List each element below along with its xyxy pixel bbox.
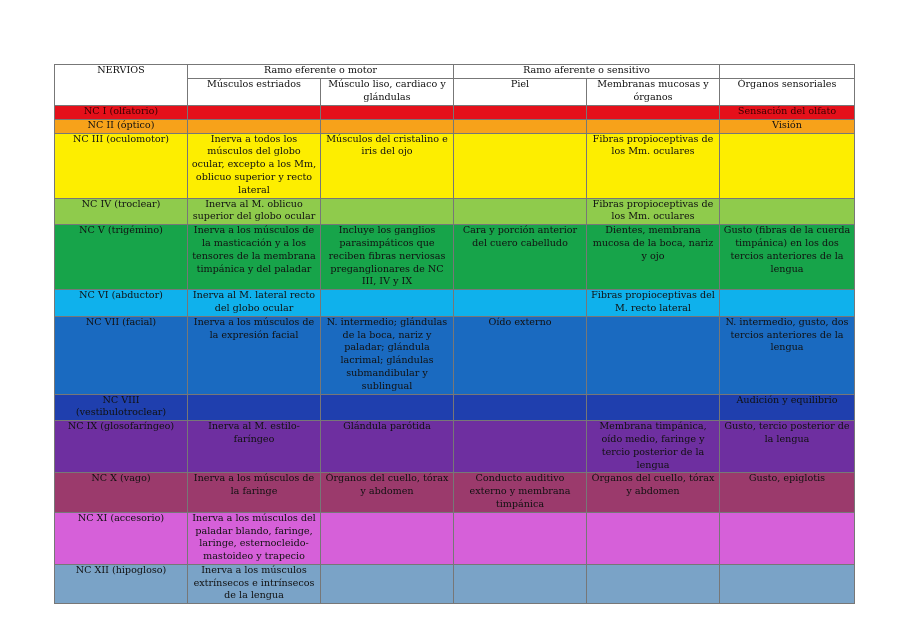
cell-mucous	[587, 564, 720, 603]
nerve-name: NC VIII (vestibulotroclear)	[55, 394, 188, 421]
cell-striated: Inerva al M. oblicuo superior del globo ocular	[188, 198, 321, 225]
cell-sensory: Sensación del olfato	[720, 106, 855, 120]
cell-sensory	[720, 512, 855, 564]
cell-skin	[454, 512, 587, 564]
header-row-groups	[55, 65, 855, 79]
cell-smooth	[321, 198, 454, 225]
nerve-name: NC I (olfatorio)	[55, 106, 188, 120]
cell-sensory	[720, 290, 855, 317]
nerve-name: NC V (trigémino)	[55, 225, 188, 290]
cell-striated	[188, 394, 321, 421]
header-sensory-branch: Ramo aferente o sensitivo	[454, 65, 720, 79]
nerve-name: NC XI (accesorio)	[55, 512, 188, 564]
header-col-skin: Piel	[454, 79, 587, 106]
cell-skin	[454, 133, 587, 198]
header-nervios: NERVIOS	[55, 65, 188, 106]
cell-striated: Inerva a todos los músculos del globo ocular, excepto a los Mm, oblicuo superior y recto lateral	[188, 133, 321, 198]
cell-sensory	[720, 564, 855, 603]
cell-smooth: Músculos del cristalino e iris del ojo	[321, 133, 454, 198]
table-row-nc3	[55, 133, 855, 198]
nerve-name: NC IV (troclear)	[55, 198, 188, 225]
cell-mucous: Dientes, membrana mucosa de la boca, nariz y ojo	[587, 225, 720, 290]
nerve-name: NC VII (facial)	[55, 316, 188, 394]
cell-skin	[454, 198, 587, 225]
cell-smooth: Glándula parótida	[321, 421, 454, 473]
cell-mucous	[587, 316, 720, 394]
nerve-name: NC VI (abductor)	[55, 290, 188, 317]
cell-mucous: Fibras propioceptivas del M. recto lateral	[587, 290, 720, 317]
cranial-nerves-table	[54, 64, 855, 604]
cell-sensory: Gusto, epiglotis	[720, 473, 855, 512]
header-col-striated: Músculos estriados	[188, 79, 321, 106]
table-row-nc10	[55, 473, 855, 512]
cell-striated	[188, 106, 321, 120]
cell-smooth: Órganos del cuello, tórax y abdomen	[321, 473, 454, 512]
cell-mucous: Fibras propioceptivas de los Mm. oculares	[587, 198, 720, 225]
cell-striated: Inerva al M. lateral recto del globo ocular	[188, 290, 321, 317]
cell-skin	[454, 106, 587, 120]
cell-smooth: Incluye los ganglios parasimpáticos que reciben fibras nerviosas preganglionares de NC III, IV y IX	[321, 225, 454, 290]
cell-skin	[454, 119, 587, 133]
cell-mucous	[587, 106, 720, 120]
cell-sensory: Gusto (fibras de la cuerda timpánica) en los dos tercios anteriores de la lengua	[720, 225, 855, 290]
nerve-name: NC IX (glosofaríngeo)	[55, 421, 188, 473]
cell-striated: Inerva a los músculos de la expresión facial	[188, 316, 321, 394]
table-row-nc1	[55, 106, 855, 120]
nerve-name: NC III (oculomotor)	[55, 133, 188, 198]
cell-mucous: Fibras propioceptivas de los Mm. oculares	[587, 133, 720, 198]
cell-striated: Inerva a los músculos de la masticación y a los tensores de la membrana timpánica y del paladar	[188, 225, 321, 290]
table-row-nc12	[55, 564, 855, 603]
cell-sensory: Gusto, tercio posterior de la lengua	[720, 421, 855, 473]
cell-striated	[188, 119, 321, 133]
cell-sensory	[720, 198, 855, 225]
cell-sensory	[720, 133, 855, 198]
table-row-nc5	[55, 225, 855, 290]
header-empty-cell	[720, 65, 855, 79]
cell-smooth	[321, 394, 454, 421]
cell-skin	[454, 394, 587, 421]
cell-skin	[454, 421, 587, 473]
cell-mucous	[587, 512, 720, 564]
nerve-name: NC XII (hipogloso)	[55, 564, 188, 603]
cell-striated: Inerva a los músculos extrínsecos e intrínsecos de la lengua	[188, 564, 321, 603]
header-col-smooth: Músculo liso, cardiaco y glándulas	[321, 79, 454, 106]
cell-smooth	[321, 512, 454, 564]
table-row-nc6	[55, 290, 855, 317]
cell-sensory: Visión	[720, 119, 855, 133]
cell-smooth	[321, 564, 454, 603]
cell-smooth	[321, 119, 454, 133]
cell-sensory: N. intermedio, gusto, dos tercios anteriores de la lengua	[720, 316, 855, 394]
cell-striated: Inerva al M. estilo-faríngeo	[188, 421, 321, 473]
cell-smooth	[321, 106, 454, 120]
cell-skin: Cara y porción anterior del cuero cabelludo	[454, 225, 587, 290]
cell-mucous	[587, 119, 720, 133]
cell-smooth	[321, 290, 454, 317]
table-row-nc2	[55, 119, 855, 133]
cell-sensory: Audición y equilibrio	[720, 394, 855, 421]
header-motor-branch: Ramo eferente o motor	[188, 65, 454, 79]
table-row-nc9	[55, 421, 855, 473]
cell-skin	[454, 290, 587, 317]
table-row-nc4	[55, 198, 855, 225]
nerve-name: NC II (óptico)	[55, 119, 188, 133]
cell-mucous: Órganos del cuello, tórax y abdomen	[587, 473, 720, 512]
cell-skin: Conducto auditivo externo y membrana timpánica	[454, 473, 587, 512]
table-row-nc8	[55, 394, 855, 421]
table-row-nc11	[55, 512, 855, 564]
header-col-mucous: Membranas mucosas y órganos	[587, 79, 720, 106]
table-row-nc7	[55, 316, 855, 394]
nerve-name: NC X (vago)	[55, 473, 188, 512]
header-col-sensory-organs: Órganos sensoriales	[720, 79, 855, 106]
cell-striated: Inerva a los músculos de la faringe	[188, 473, 321, 512]
cell-skin	[454, 564, 587, 603]
cell-smooth: N. intermedio; glándulas de la boca, nariz y paladar; glándula lacrimal; glándulas submandibular y sublingual	[321, 316, 454, 394]
cell-striated: Inerva a los músculos del paladar blando, faringe, laringe, esternocleido-mastoideo y trapecio	[188, 512, 321, 564]
cell-mucous: Membrana timpánica, oído medio, faringe y tercio posterior de la lengua	[587, 421, 720, 473]
cell-mucous	[587, 394, 720, 421]
cell-skin: Oído externo	[454, 316, 587, 394]
